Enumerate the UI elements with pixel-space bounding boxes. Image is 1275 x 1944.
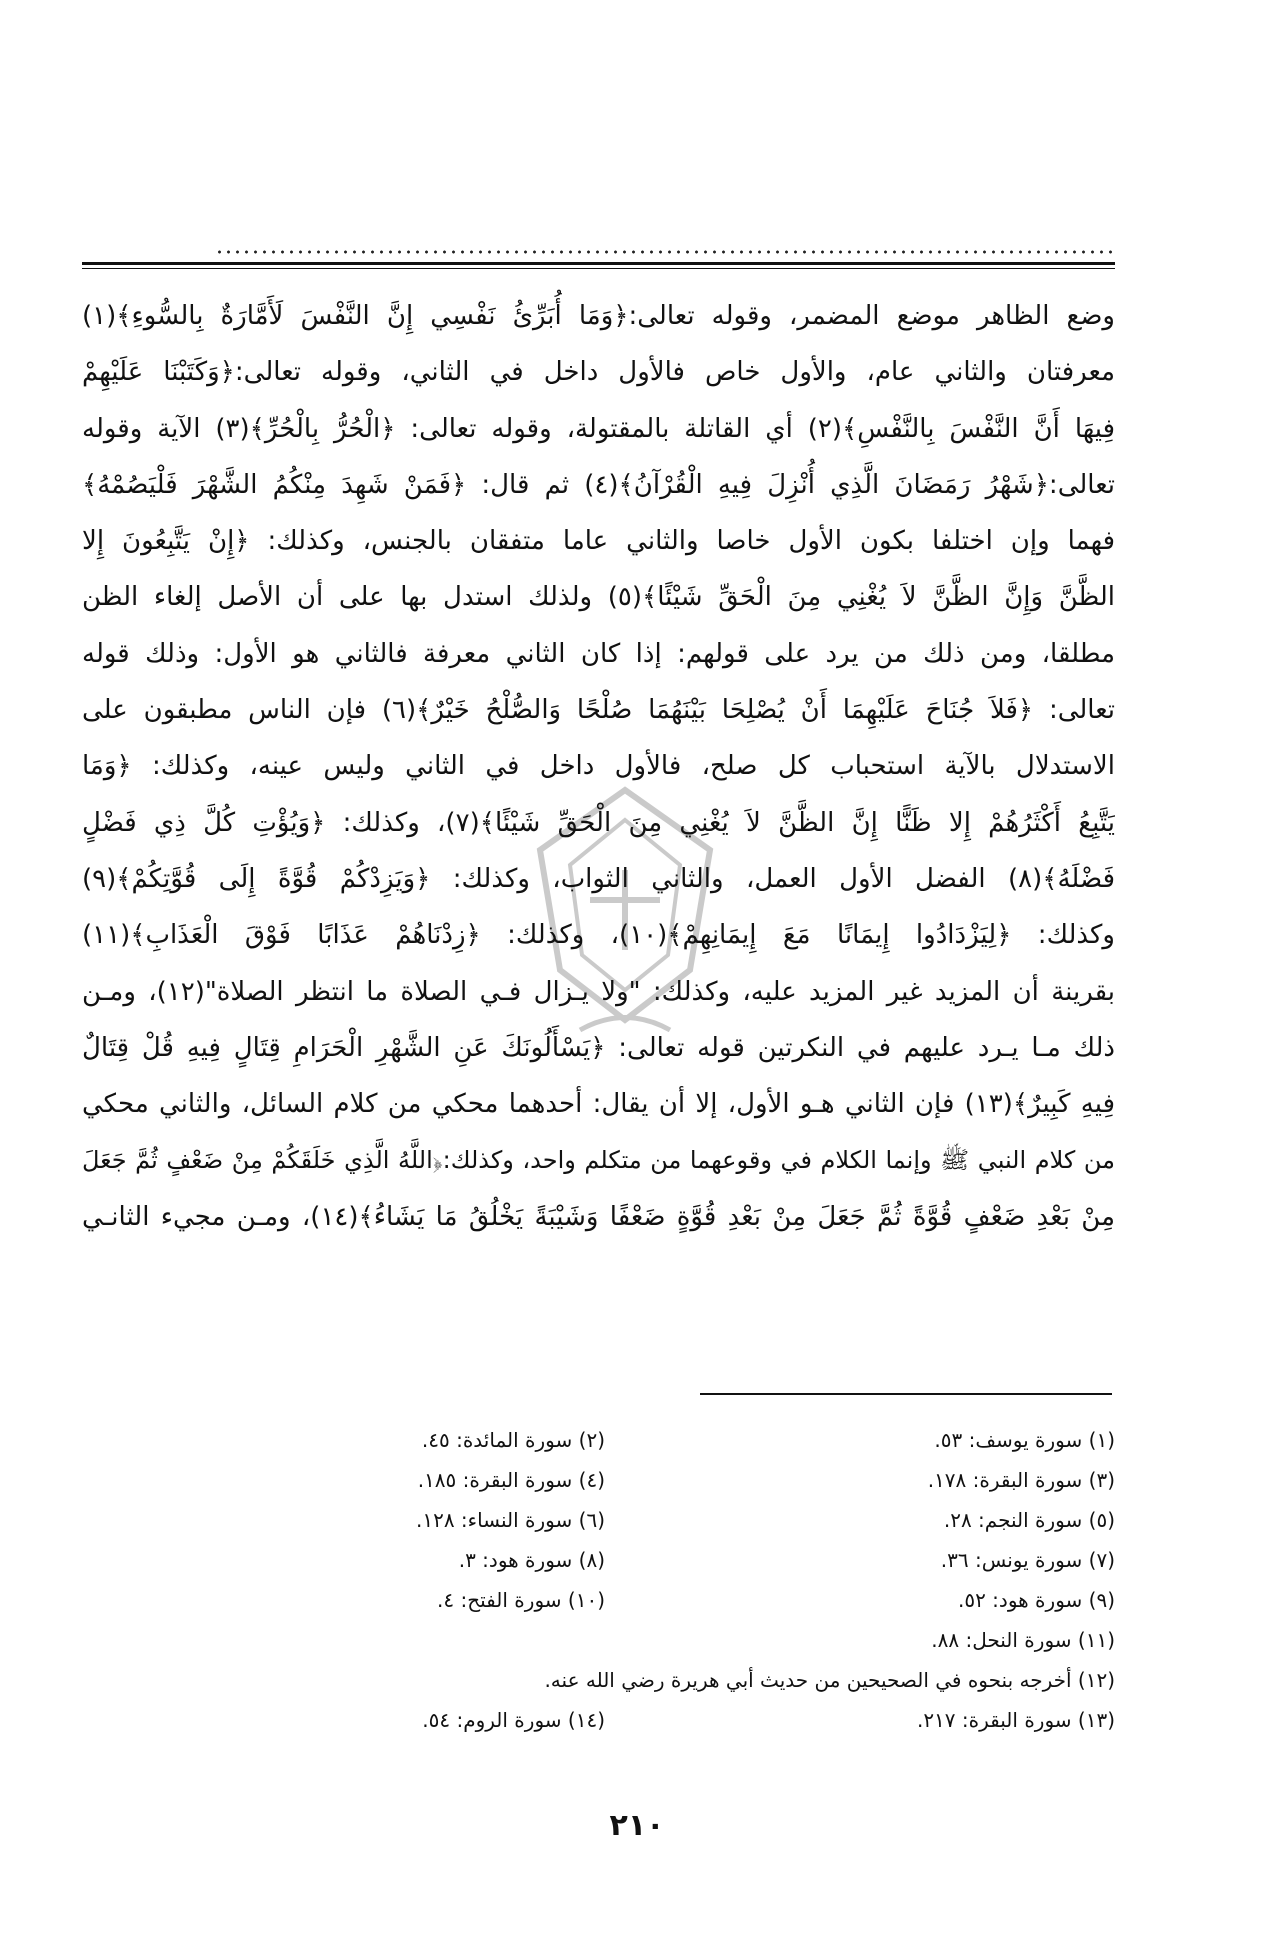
body-line-8: تعالى: ﴿فَلاَ جُنَاحَ عَلَيْهِمَا أَنْ يُصْلِحَا بَيْنَهُمَا صُلْحًا وَالصُّلْحُ خَيْرٌ﴾(٦) فإن الناس مطبقون على xyxy=(82,695,1115,726)
footnote-10: (١٠) سورة الفتح: ٤. xyxy=(437,1588,605,1612)
footnote-row xyxy=(82,1420,1115,1460)
header-rule-thin xyxy=(82,268,1115,269)
body-line-13: بقرينة أن المزيد غير المزيد عليه، وكذلك: "ولا يـزال فـي الصلاة ما انتظر الصلاة"(١٢)، ومـن xyxy=(82,976,1115,1007)
header-rule xyxy=(82,262,1115,265)
header-dotted-rule xyxy=(215,250,1113,254)
body-line-16: من كلام النبي ﷺ وإنما الكلام في وقوعهما من متكلم واحد، وكذلك:﴿اللَّهُ الَّذِي خَلَقَكُمْ مِنْ ضَعْفٍ ثُمَّ جَعَلَ xyxy=(82,1146,1115,1175)
body-line-4: تعالى:﴿شَهْرُ رَمَضَانَ الَّذِي أُنْزِلَ فِيهِ الْقُرْآنُ﴾(٤) ثم قال: ﴿فَمَنْ شَهِدَ مِنْكُمُ الشَّهْرَ فَلْيَصُمْهُ﴾ xyxy=(82,469,1115,500)
footnote-separator xyxy=(700,1393,1112,1395)
footnote-8: (٨) سورة هود: ٣. xyxy=(458,1548,605,1572)
body-line-2: معرفتان والثاني عام، والأول خاص فالأول داخل في الثاني، وقوله تعالى:﴿وَكَتَبْنَا عَلَيْهِمْ xyxy=(82,357,1115,388)
body-line-14: ذلك مـا يـرد عليهم في النكرتين قوله تعالى: ﴿يَسْأَلُونَكَ عَنِ الشَّهْرِ الْحَرَامِ قِتَالٍ فِيهِ قُلْ قِتَالٌ xyxy=(82,1032,1115,1063)
footnote-9: (٩) سورة هود: ٥٢. xyxy=(957,1588,1115,1612)
body-line-12: وكذلك: ﴿لِيَزْدَادُوا إِيمَانًا مَعَ إِيمَانِهِمْ﴾(١٠)، وكذلك: ﴿زِدْنَاهُمْ عَذَابًا فَوْقَ الْعَذَابِ﴾(١١) xyxy=(82,920,1115,951)
footnote-row xyxy=(82,1540,1115,1580)
footnote-6: (٦) سورة النساء: ١٢٨. xyxy=(415,1508,605,1532)
body-line-1: وضع الظاهر موضع المضمر، وقوله تعالى:﴿وَمَا أُبَرِّئُ نَفْسِي إِنَّ النَّفْسَ لَأَمَّارَةٌ بِالسُّوءِ﴾(١) xyxy=(82,301,1115,331)
footnote-row xyxy=(82,1700,1115,1740)
body-line-10: يَتَّبِعُ أَكْثَرُهُمْ إِلا ظَنًّا إِنَّ الظَّنَّ لاَ يُغْنِي مِنَ الْحَقِّ شَيْئًا﴾(٧)، وكذلك: ﴿وَيُؤْتِ كُلَّ ذِي فَضْلٍ xyxy=(82,807,1115,838)
footnote-row xyxy=(82,1660,1115,1700)
footnote-row xyxy=(82,1500,1115,1540)
body-line-15: فِيهِ كَبِيرٌ﴾(١٣) فإن الثاني هـو الأول، إلا أن يقال: أحدهما محكي من كلام السائل، والثاني محكي xyxy=(82,1089,1115,1120)
body-line-5: فهما وإن اختلفا بكون الأول خاصا والثاني عاما متفقان بالجنس، وكذلك: ﴿إِنْ يَتَّبِعُونَ إِلا xyxy=(82,526,1115,557)
footnote-11: (١١) سورة النحل: ٨٨. xyxy=(931,1628,1115,1652)
body-line-9: الاستدلال بالآية استحباب كل صلح، فالأول داخل في الثاني وليس عينه، وكذلك: ﴿وَمَا xyxy=(82,751,1115,782)
footnote-14: (١٤) سورة الروم: ٥٤. xyxy=(422,1708,605,1732)
page-number: ٢١٠ xyxy=(609,1808,665,1843)
footnote-5: (٥) سورة النجم: ٢٨. xyxy=(943,1508,1115,1532)
footnote-2: (٢) سورة المائدة: ٤٥. xyxy=(421,1428,605,1452)
footnote-3: (٣) سورة البقرة: ١٧٨. xyxy=(927,1468,1115,1492)
footnote-1: (١) سورة يوسف: ٥٣. xyxy=(934,1428,1115,1452)
footnote-7: (٧) سورة يونس: ٣٦. xyxy=(940,1548,1115,1572)
main-text-body xyxy=(82,288,1115,1245)
body-line-11: فَضْلَهُ﴾(٨) الفضل الأول العمل، والثاني الثواب، وكذلك: ﴿وَيَزِدْكُمْ قُوَّةً إِلَى قُوَّتِكُمْ﴾(٩) xyxy=(82,863,1115,894)
footnote-13: (١٣) سورة البقرة: ٢١٧. xyxy=(916,1708,1115,1732)
body-line-17: مِنْ بَعْدِ ضَعْفٍ قُوَّةً ثُمَّ جَعَلَ مِنْ بَعْدِ قُوَّةٍ ضَعْفًا وَشَيْبَةً يَخْلُقُ مَا يَشَاءُ﴾(١٤)، ومـن مجيء الثانـي xyxy=(82,1201,1115,1232)
footnote-row xyxy=(82,1620,1115,1660)
body-line-3: فِيهَا أَنَّ النَّفْسَ بِالنَّفْسِ﴾(٢) أي القاتلة بالمقتولة، وقوله تعالى: ﴿الْحُرُّ بِالْحُرِّ﴾(٣) الآية وقوله xyxy=(82,413,1115,444)
footnote-4: (٤) سورة البقرة: ١٨٥. xyxy=(417,1468,605,1492)
footnote-row xyxy=(82,1580,1115,1620)
footnotes xyxy=(82,1420,1115,1740)
footnote-12: (١٢) أخرجه بنحوه في الصحيحين من حديث أبي هريرة رضي الله عنه. xyxy=(544,1668,1115,1692)
body-line-7: مطلقا، ومن ذلك من يرد على قولهم: إذا كان الثاني معرفة فالثاني هو الأول: وذلك قوله xyxy=(82,638,1115,669)
body-line-6: الظَّنَّ وَإِنَّ الظَّنَّ لاَ يُغْنِي مِنَ الْحَقِّ شَيْئًا﴾(٥) ولذلك استدل بها على أن الأصل إلغاء الظن xyxy=(82,582,1115,613)
footnote-row xyxy=(82,1460,1115,1500)
